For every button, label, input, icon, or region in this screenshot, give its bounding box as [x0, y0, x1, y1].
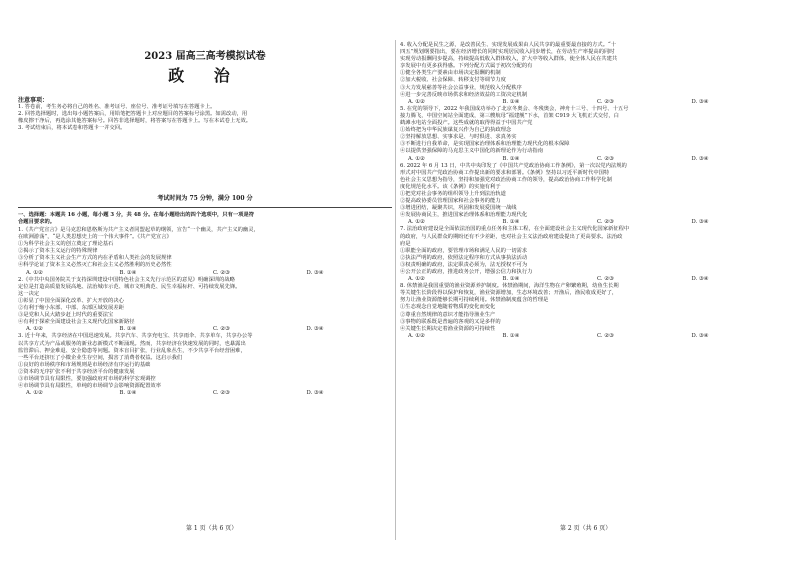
question-line: 府是 — [400, 240, 411, 247]
question-line: 在欧洲游荡”，“是人类思想史上的一个伟大事件”。《共产党宣言》 — [18, 234, 172, 241]
question-1 — [18, 227, 392, 277]
question-line: ②有利于缩小东部、中部、东部区域发展差距 — [18, 305, 124, 312]
question-line: ②尊重自然规律的意识才能指导渔业生产 — [400, 311, 496, 318]
question-line: 7. 法治政府建设是全面依法治国的重点任务和主体工程，在全面建设社会主义现代化国家新征程中 — [400, 226, 630, 233]
question-line: ④以提供坚强保障的马克思主义中国化的新理论作为行动指南 — [400, 148, 544, 155]
question-line: ②资本的无序扩张不利于共享经济平台的健康发展 — [18, 368, 135, 375]
section-line: 一、选择题：本题共 16 小题，每小题 3 分，共 48 分。在每小题给出的四个选项中，只有一项是符 — [18, 212, 255, 218]
question-line: ④关键生长期决定着渔业资源的可持续性 — [400, 325, 496, 332]
option-a: A. ①② — [26, 390, 43, 397]
option-b: B. ①④ — [502, 219, 520, 226]
option-d: D. ③④ — [306, 326, 324, 333]
question-line: ④公开公正的政府，推进政务公开，增强公信力和执行力 — [400, 269, 533, 275]
option-c: C. ②③ — [597, 332, 614, 339]
question-line: 色社会主义思想为指导，坚持和加强党对政治协商工作的领导，提高政治协商工作科学化制 — [400, 176, 612, 183]
question-line: ②执法严明的政府，依照法定程序和方式从事执法活动 — [400, 254, 528, 261]
question-line: 享发展中有更多获得感。下列分配方式属于初次分配的有 — [400, 63, 533, 70]
option-c: C. ②③ — [213, 269, 230, 276]
note-line: 2. 回答选择题时，选出每小题答案后，用铅笔把答题卡上对应题目的答案标号涂黑。如需改动，用 — [18, 111, 248, 118]
option-a: A. ①② — [26, 326, 43, 333]
option-a: A. ①② — [408, 332, 425, 339]
question-line: ③权责明确的政府，法定职责必须为，法无授权不可为 — [400, 261, 528, 268]
note-line: 橡皮擦干净后，再选涂其他答案标号。回答非选择题时，将答案写在答题卡上。写在本试卷上无效。 — [18, 118, 252, 125]
option-d: D. ③④ — [691, 332, 709, 339]
option-a: A. ①② — [408, 155, 425, 162]
question-line: ①把党对社会事务的组织领导上升到法治轨道 — [400, 190, 506, 197]
question-line: 接力腾飞，中国空间站全面建成，第三艘航母“福建舰”下水，首架 C919 大飞机正式交付，白 — [400, 112, 619, 119]
exam-title: 2023 届高三高考模拟试卷 — [144, 51, 266, 62]
question-5 — [400, 106, 778, 163]
answer-options — [400, 333, 778, 340]
question-line: ①良好的市场秩序和市场规则是市场经济有序运行的基础 — [18, 361, 151, 368]
page-footer: 第 1 页（共 6 页） — [186, 525, 238, 532]
option-c: C. ②③ — [597, 98, 614, 105]
question-line: ①生态观念自觉地随着物质的变化而变化 — [400, 304, 496, 311]
question-line: ②坚持解放思想、实事求是、与时俱进、求真务实 — [400, 134, 517, 141]
exam-time-score: 考试时间为 75 分钟，满分 100 分 — [157, 195, 253, 202]
option-c: C. ②③ — [213, 326, 230, 333]
question-line: 努力让渔业资源能够长期可持续利用。休禁渔制度蕴含的哲理是 — [400, 297, 549, 304]
question-line: 度化规范化水平。该《条例》的实施有利于 — [400, 183, 501, 190]
option-a: A. ①② — [26, 269, 43, 276]
option-b: B. ①④ — [502, 155, 520, 162]
page-1 — [18, 0, 392, 562]
option-b: B. ①④ — [119, 326, 137, 333]
question-line: ③增进团结，凝聚共识，巩固和发展爱国统一战线 — [400, 205, 517, 212]
question-3 — [18, 333, 392, 397]
exam-subject: 政 治 — [168, 66, 242, 85]
page-2 — [400, 0, 778, 562]
question-line: ③事物的联系既是普遍的客观的又是多样的 — [400, 318, 501, 325]
divider-line — [18, 207, 392, 208]
question-line: 四五”规划纲要指出，要在经济增长的同时实现居民收入同步增长，在劳动生产率提高的同时 — [400, 49, 615, 56]
question-line: 2.《中共中央国务院关于支持深圳建设中国特色社会主义先行示范区的意见》明确深圳的战略 — [18, 276, 235, 283]
question-line: 鹤滩水电站全面投产。这些成就的取得得益于中国共产党 — [400, 120, 533, 127]
question-line: ①健全各类生产要素由市场决定报酬的机制 — [400, 70, 501, 77]
option-d: D. ③④ — [306, 269, 324, 276]
option-c: C. ②③ — [213, 390, 230, 397]
question-line: ①职能全面的政府，要管理市场和满足人民的一切需求 — [400, 247, 528, 254]
option-b: B. ①④ — [119, 390, 137, 397]
question-line: 一些平台还挤压了小微企业生存空间，损害了消费者权益。这启示我们 — [18, 354, 183, 361]
question-line: 形式对中国共产党政治协商工作提出新的要求和部署。《条例》坚持以习近平新时代中国特 — [400, 169, 610, 176]
option-b: B. ①④ — [502, 332, 520, 339]
page-footer: 第 2 页（共 6 页） — [560, 525, 612, 532]
question-line: 这一决定 — [18, 290, 40, 297]
question-line: 监管滞后、押金难退、安全隐患等问题。资本盲目扩张，行业乱象丛生，不少共享平台经营困难， — [18, 347, 246, 354]
question-4 — [400, 42, 778, 106]
note-line: 1. 答卷前，考生务必将自己的姓名、准考证号、座位号、准考证号填写在答题卡上。 — [18, 104, 216, 110]
question-7 — [400, 226, 778, 283]
question-line: 6. 2022 年 6 月 13 日，中共中央印发了《中国共产党政治协商工作条例》，第一次以党内法规的 — [400, 162, 627, 169]
question-2 — [18, 277, 392, 334]
question-6 — [400, 163, 778, 227]
section-heading — [18, 212, 392, 226]
question-line: ①始终把为中华民族谋复兴作为自己的执政理念 — [400, 127, 512, 134]
question-line: 等关键生长阶段得以保护和恢复，渔业资源增加，生态环境改善；开渔后，渔民收成更好了， — [400, 290, 618, 297]
option-c: C. ②③ — [597, 219, 614, 226]
question-line: 定位是打造高质量发展高地、法治城市示范、城市文明典范、民生幸福标杆、可持续发展先锋。 — [18, 283, 241, 290]
option-d: D. ③④ — [691, 155, 709, 162]
question-line: ③不断进行自我革命，是实现国家治理体系和治理能力现代化的根本保障 — [400, 141, 570, 148]
answer-options — [400, 99, 778, 106]
answer-options — [18, 390, 392, 397]
notes-title: 注意事项： — [18, 97, 49, 104]
question-line: ②揭示了资本主义运行的特殊规律 — [18, 248, 98, 255]
question-line: ③大力发展慈善等社会公益事业，规范收入分配秩序 — [400, 84, 522, 91]
note-line: 3. 考试结束后，将本试卷和答题卡一并交回。 — [18, 125, 126, 132]
question-line: 1.《共产党宣言》是马克思和恩格斯为共产主义者同盟起草的纲领，宣告“一个幽灵，共产主义的幽灵， — [18, 227, 259, 233]
column-divider — [395, 40, 396, 540]
question-line: ①为科学社会主义的创立奠定了理论基石 — [18, 241, 114, 248]
question-line: ③是党和人民大踏步赶上时代的重要法宝 — [18, 312, 114, 319]
option-d: D. ③④ — [691, 98, 709, 105]
option-d: D. ③④ — [306, 390, 324, 397]
question-list — [18, 227, 392, 397]
option-a: A. ①② — [408, 98, 425, 105]
question-line: ②提高政协委员管理国家和社会事务的能力 — [400, 198, 501, 205]
question-line: ④市场调节具有局限性，单纯的市场调节会影响资源配置效率 — [18, 383, 162, 390]
option-b: B. ①④ — [502, 98, 520, 105]
question-line: 实现劳动报酬同步提高，持续提高低收入群体收入，扩大中等收入群体，使全体人民在共建共 — [400, 56, 618, 63]
question-line: ③市场调节具有局限性，要加强政府对市场的科学宏观调控 — [18, 375, 156, 382]
option-b: B. ①④ — [502, 276, 520, 283]
answer-options — [18, 270, 392, 277]
question-line: ④科学论证了资本主义必然灭亡和社会主义必然胜利的历史必然性 — [18, 262, 172, 269]
notes-list — [18, 104, 392, 132]
question-line: 以共享方式为产品或服务的新业态新模式不断涌现。然而，共享经济在快速发展的同时，也暴露出 — [18, 340, 246, 347]
question-list — [400, 42, 778, 340]
question-line: 3. 近十年来，共享经济在中国迅速发展。共享汽车、共享充电宝、共享雨伞、共享单车，共享办公等 — [18, 333, 253, 340]
question-line: ①彰显了中国全面深化改革、扩大开放的决心 — [18, 297, 124, 304]
option-c: C. ②③ — [597, 276, 614, 283]
option-d: D. ③④ — [691, 219, 709, 226]
question-line: ④发展协商民主，推进国家治理体系和治理能力现代化 — [400, 212, 528, 219]
option-c: C. ②③ — [597, 155, 614, 162]
answer-options — [400, 156, 778, 163]
question-8 — [400, 283, 778, 340]
question-line: 4. 收入分配是民生之源，是改善民生、实现发展成果由人民共享的最重要最直接的方式。“十 — [400, 42, 617, 48]
question-line: ④进一步完善反映市场供求和经济效益的工资决定机制 — [400, 91, 528, 98]
option-a: A. ①② — [408, 219, 425, 226]
question-line: 8. 休禁渔是我国重要的渔业资源养护制度。休禁渔期间，海洋生物在产卵繁殖期，幼鱼生长期 — [400, 283, 619, 290]
question-line: ②加大税收、社会保障、转移支付等调节力度 — [400, 77, 506, 84]
question-line: 5. 在党的领导下，2022 年我国成功举办了北京冬奥会、冬残奥会，神舟十三号、十四号、十五号 — [400, 105, 629, 112]
option-d: D. ③④ — [691, 276, 709, 283]
option-b: B. ①④ — [119, 269, 137, 276]
question-line: 的政府，与人民群众的期盼还有不少差距，也对社会主义法治政府建设提出了更高要求。法治政 — [400, 233, 623, 240]
section-line: 合题目要求的。 — [18, 219, 56, 226]
question-line: ④有利于探索全面建设社会主义现代化国家新路径 — [18, 319, 135, 326]
question-line: ③分析了资本主义社会生产方式的内在矛盾和人类社会的发展规律 — [18, 255, 172, 262]
option-a: A. ①② — [408, 276, 425, 283]
